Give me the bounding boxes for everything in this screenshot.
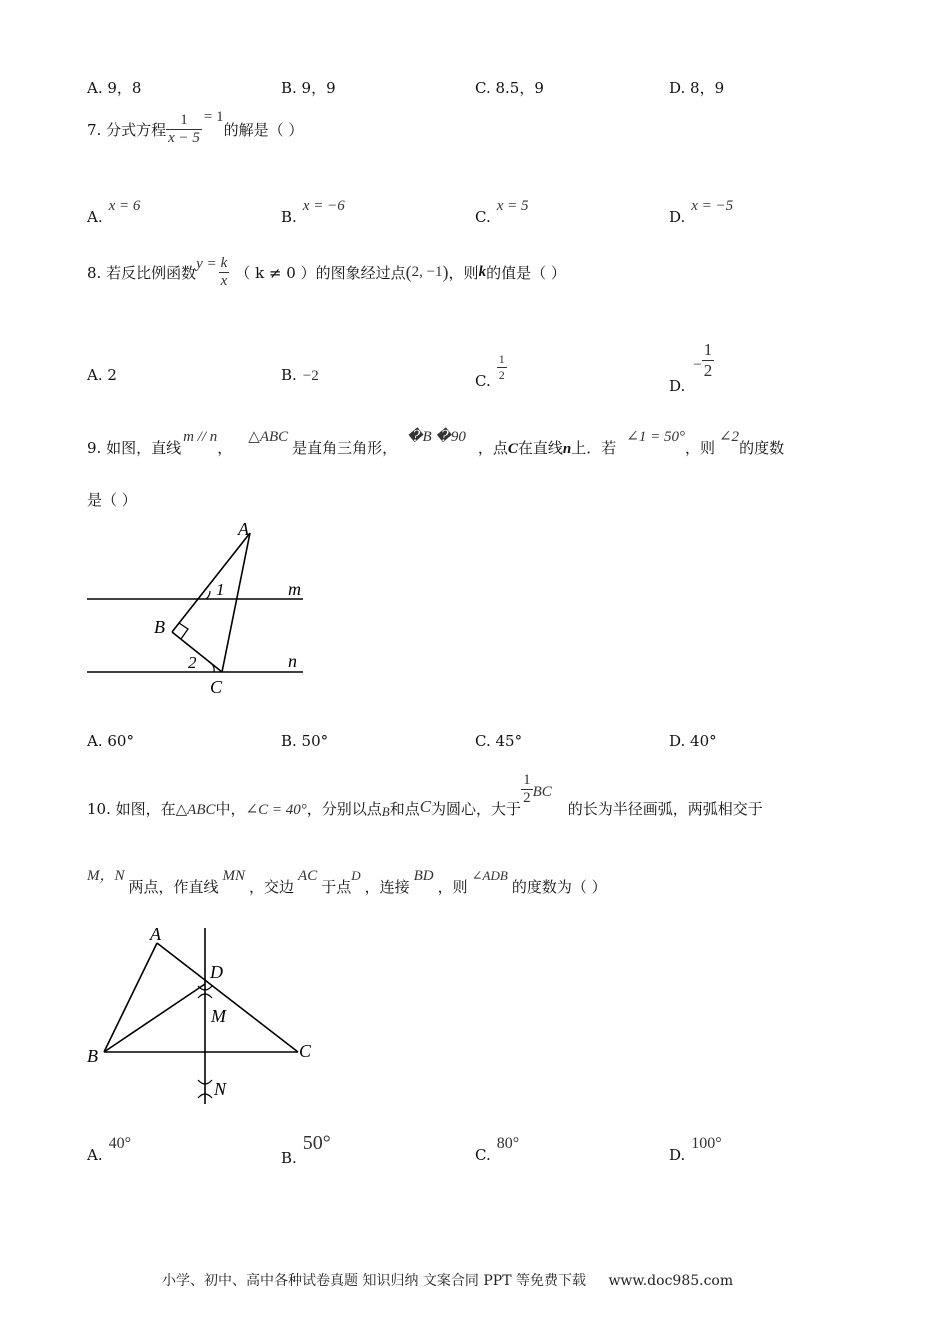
footer-url[interactable]: www.doc985.com bbox=[608, 1273, 734, 1289]
label-b: B bbox=[87, 1046, 98, 1066]
q10-option-a: A.40° bbox=[87, 1135, 132, 1164]
q7-option-d: D.x = −5 bbox=[669, 198, 734, 226]
segment-bd bbox=[104, 984, 205, 1052]
question-9: 9. 如图，直线m // n，△ABC是直角三角形，�B �90，点C在直线n上．若∠1 = 50°，则∠2的度数 bbox=[87, 429, 785, 457]
q8-option-b: B. −2 bbox=[281, 366, 319, 384]
label-n: n bbox=[288, 651, 297, 671]
q8-option-a: A. 2 bbox=[87, 366, 117, 384]
segment-bc bbox=[172, 632, 222, 672]
q9-option-a: A. 60° bbox=[87, 732, 134, 750]
footer bbox=[162, 1270, 733, 1290]
question-10-line2: M，N两点，作直线MN，交边AC于点D，连接BD，则∠ADB的度数为（ ） bbox=[87, 868, 607, 896]
label-a: A bbox=[150, 924, 161, 944]
label-angle-2: 2 bbox=[188, 653, 197, 672]
right-angle-mark bbox=[179, 623, 188, 639]
question-10: 10. 如图，在△ABC中，∠C = 40°，分别以点B和点C为圆心，大于 $\frac{1}{2}$ BC的长为半径画弧，两弧相交于 bbox=[87, 772, 763, 819]
label-d: D bbox=[210, 962, 223, 982]
angle-1-arc bbox=[206, 591, 210, 599]
q10-option-b: B.50° bbox=[281, 1132, 331, 1167]
q10-figure bbox=[80, 920, 330, 1110]
label-b: B bbox=[154, 617, 165, 637]
segment-ab bbox=[104, 943, 157, 1052]
label-a: A bbox=[238, 519, 249, 539]
segment-ac bbox=[157, 943, 298, 1052]
question-7: 7. 分式方程 $\frac{1}{x - 5}$ = 1的解是（ ） bbox=[87, 109, 304, 146]
q10-option-c: C.80° bbox=[475, 1135, 520, 1164]
q6-option-b: B. 9，9 bbox=[281, 79, 336, 97]
segment-ab bbox=[172, 533, 250, 632]
segment-ac bbox=[222, 533, 250, 672]
label-c: C bbox=[210, 677, 223, 697]
q9-option-b: B. 50° bbox=[281, 732, 329, 750]
q8-option-c: C. $\frac{1}{2}$ bbox=[475, 352, 505, 390]
q9-figure bbox=[80, 515, 320, 700]
q6-option-a: A. 9，8 bbox=[87, 79, 142, 97]
q10-option-d: D.100° bbox=[669, 1135, 722, 1164]
question-8: 8. 若反比例函数y = $\frac{k}{x}$ （ k ≠ 0 ）的图象经过点(2, −1)，则k的值是（ ） bbox=[87, 255, 566, 289]
q6-option-d: D. 8，9 bbox=[669, 79, 725, 97]
label-n: N bbox=[214, 1079, 227, 1099]
q8-option-d: D.− $\frac{1}{2}$ bbox=[669, 340, 713, 395]
q7-option-b: B.x = −6 bbox=[281, 198, 345, 226]
label-angle-1: 1 bbox=[216, 580, 225, 599]
q9-option-d: D. 40° bbox=[669, 732, 717, 750]
label-c: C bbox=[299, 1041, 312, 1061]
question-9-line2: 是（ ） bbox=[87, 491, 137, 509]
footer-text: 小学、初中、高中各种试卷真题 知识归纳 文案合同 PPT 等免费下载 bbox=[162, 1273, 586, 1289]
q7-option-c: C.x = 5 bbox=[475, 198, 529, 226]
label-m: M bbox=[211, 1006, 226, 1026]
q7-option-a: A.x = 6 bbox=[87, 198, 141, 226]
label-m: m bbox=[288, 579, 301, 599]
q6-option-c: C. 8.5，9 bbox=[475, 79, 544, 97]
q9-option-c: C. 45° bbox=[475, 732, 523, 750]
